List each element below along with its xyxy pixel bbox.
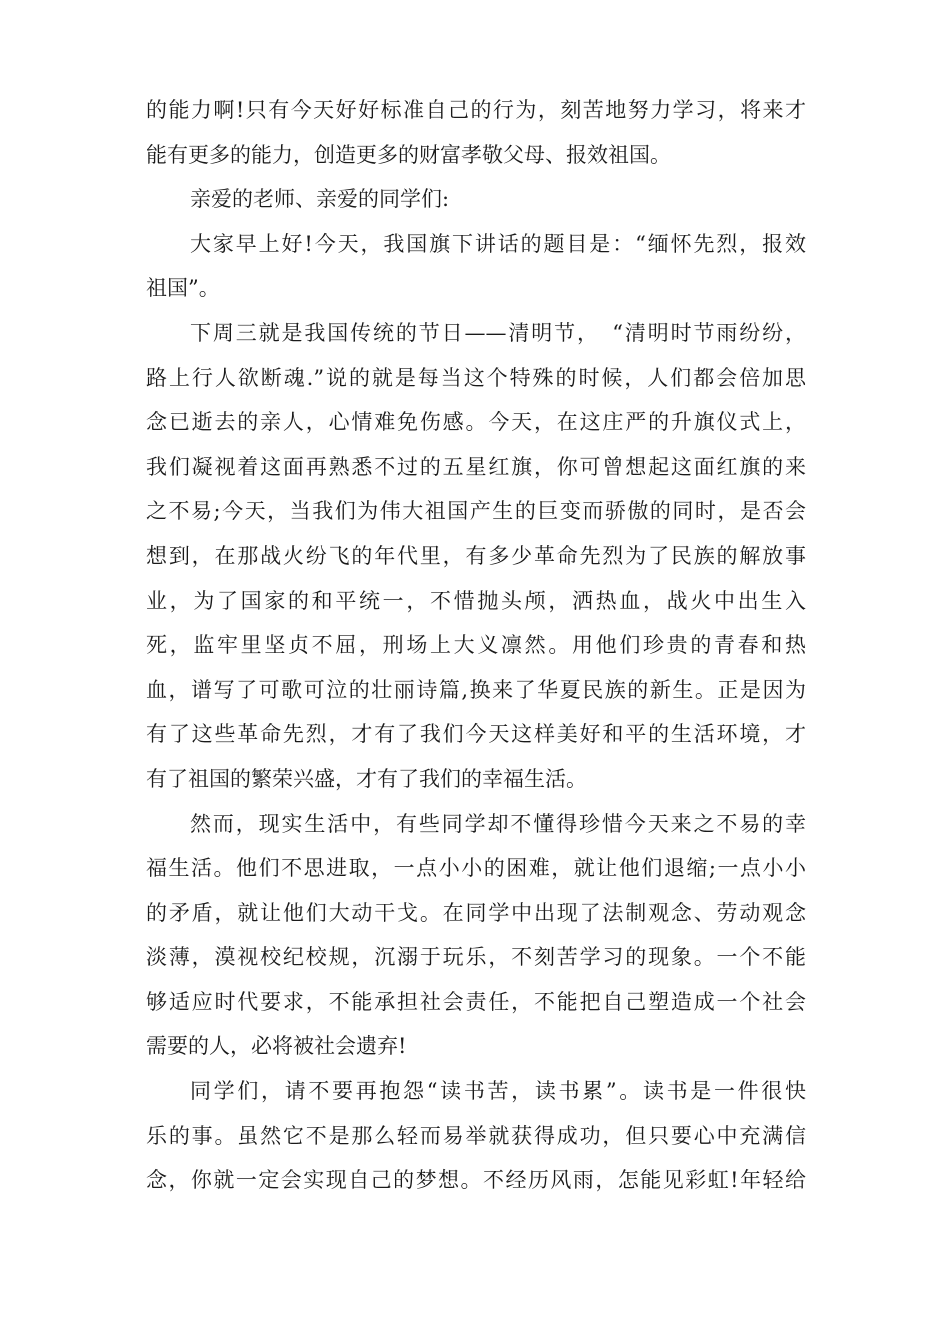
salutation-line: 亲爱的老师、亲爱的同学们: <box>190 187 450 212</box>
text-line: 需要的人，必将被社会遗弃! <box>146 1034 407 1059</box>
text-line: 有了祖国的繁荣兴盛，才有了我们的幸福生活。 <box>146 766 587 791</box>
text-line: 的能力啊!只有今天好好标准自己的行为，刻苦地努力学习，将来才 <box>146 98 806 122</box>
document-page <box>146 88 806 1203</box>
text-line: 死，监牢里坚贞不屈，刑场上大义凛然。用他们珍贵的青春和热 <box>146 633 806 658</box>
text-line: 我们凝视着这面再熟悉不过的五星红旗，你可曾想起这面红旗的来 <box>146 454 806 479</box>
text-line: 乐的事。虽然它不是那么轻而易举就获得成功，但只要心中充满信 <box>146 1123 806 1148</box>
text-line: 的矛盾，就让他们大动干戈。在同学中出现了法制观念、劳动观念 <box>146 900 806 925</box>
text-line: 福生活。他们不思进取，一点小小的困难，就让他们退缩;一点小小 <box>146 856 806 881</box>
text-line: 念，你就一定会实现自己的梦想。不经历风雨，怎能见彩虹!年轻给 <box>146 1168 806 1193</box>
text-line: 够适应时代要求，不能承担社会责任，不能把自己塑造成一个社会 <box>146 989 806 1014</box>
text-line: 想到，在那战火纷飞的年代里，有多少革命先烈为了民族的解放事 <box>146 543 806 568</box>
text-line: 之不易;今天，当我们为伟大祖国产生的巨变而骄傲的同时，是否会 <box>146 499 806 524</box>
text-line: 然而，现实生活中，有些同学却不懂得珍惜今天来之不易的幸 <box>190 811 806 836</box>
text-line: 下周三就是我国传统的节日——清明节， “清明时节雨纷纷， <box>190 320 806 345</box>
text-line: 有了这些革命先烈，才有了我们今天这样美好和平的生活环境，才 <box>146 722 806 747</box>
text-line: 大家早上好!今天，我国旗下讲话的题目是：“缅怀先烈，报效 <box>190 231 806 256</box>
text-line: 祖国”。 <box>146 276 220 301</box>
text-line: 血，谱写了可歌可泣的壮丽诗篇,换来了华夏民族的新生。正是因为 <box>146 677 806 702</box>
text-line: 业，为了国家的和平统一，不惜抛头颅，洒热血，战火中出生入 <box>146 588 806 613</box>
text-line: 念已逝去的亲人，心情难免伤感。今天，在这庄严的升旗仪式上， <box>146 410 806 435</box>
text-line: 淡薄，漠视校纪校规，沉溺于玩乐，不刻苦学习的现象。一个不能 <box>146 945 806 970</box>
text-line: 同学们，请不要再抱怨“读书苦，读书累”。读书是一件很快 <box>190 1079 806 1104</box>
text-line: 能有更多的能力，创造更多的财富孝敬父母、报效祖国。 <box>146 142 671 167</box>
text-line: 路上行人欲断魂.”说的就是每当这个特殊的时候，人们都会倍加思 <box>146 365 806 390</box>
